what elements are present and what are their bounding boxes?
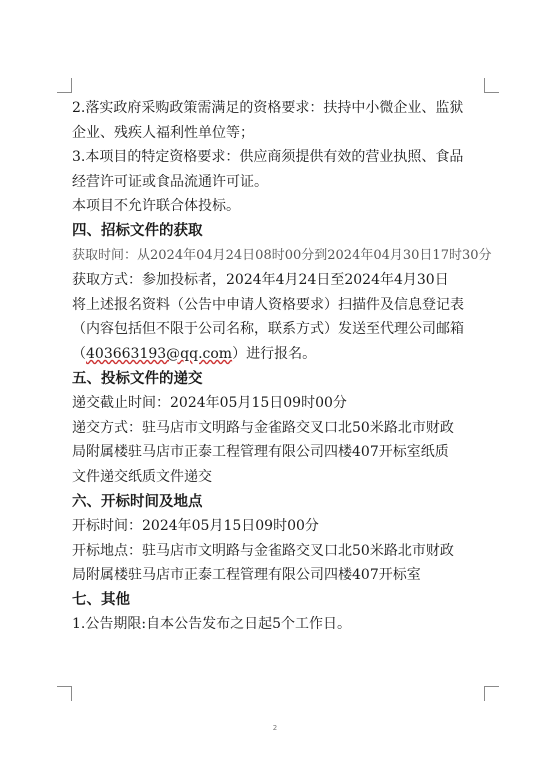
paragraph-line: 递交方式：驻马店市文明路与金雀路交叉口北50米路北市财政 (72, 419, 454, 436)
paragraph-line: 文件递交纸质文件递交 (72, 468, 212, 485)
section-heading: 七、其他 (72, 591, 130, 608)
text-segment: ）进行报名。 (232, 345, 317, 362)
paragraph-line: 本项目不允许联合体投标。 (72, 198, 240, 215)
paragraph-line: 局附属楼驻马店市正泰工程管理有限公司四楼407开标室纸质 (72, 444, 449, 461)
page-corner-mark-top-right (484, 78, 499, 93)
page-corner-mark-bottom-left (57, 686, 72, 701)
paragraph-line: 获取时间：从2024年04月24日08时00分到2024年04月30日17时30分 (72, 247, 492, 263)
paragraph-line: 开标地点：驻马店市文明路与金雀路交叉口北50米路北市财政 (72, 542, 454, 559)
section-heading: 四、招标文件的获取 (72, 222, 203, 239)
page-corner-mark-bottom-right (484, 686, 499, 701)
document-body (72, 96, 492, 637)
email-address: 403663193@qq.com (86, 345, 233, 362)
page-corner-mark-top-left (57, 78, 72, 93)
section-heading: 六、开标时间及地点 (72, 493, 203, 510)
text-segment: （ (72, 345, 86, 362)
paragraph-line: 经营许可证或食品流通许可证。 (72, 173, 268, 190)
paragraph-line: （内容包括但不限于公司名称，联系方式）发送至代理公司邮箱 (72, 321, 464, 338)
paragraph-line: 1.公告期限:自本公告发布之日起5个工作日。 (72, 616, 351, 633)
paragraph-line: 2.落实政府采购政策需满足的资格要求：扶持中小微企业、监狱 (72, 100, 464, 116)
page-number: 2 (272, 724, 278, 732)
paragraph-line: 企业、残疾人福利性单位等； (72, 124, 254, 141)
paragraph-line: 局附属楼驻马店市正泰工程管理有限公司四楼407开标室 (72, 567, 421, 584)
paragraph-line: 3.本项目的特定资格要求：供应商须提供有效的营业执照、食品 (72, 149, 464, 166)
paragraph-line: 获取方式：参加投标者，2024年4月24日至2024年4月30日 (72, 272, 449, 289)
section-heading: 五、投标文件的递交 (72, 370, 203, 387)
paragraph-line: 开标时间：2024年05月15日09时00分 (72, 518, 319, 535)
paragraph-line: 将上述报名资料（公告中申请人资格要求）扫描件及信息登记表 (72, 296, 464, 313)
paragraph-line: 递交截止时间：2024年05月15日09时00分 (72, 395, 347, 412)
paragraph-line (72, 342, 484, 367)
